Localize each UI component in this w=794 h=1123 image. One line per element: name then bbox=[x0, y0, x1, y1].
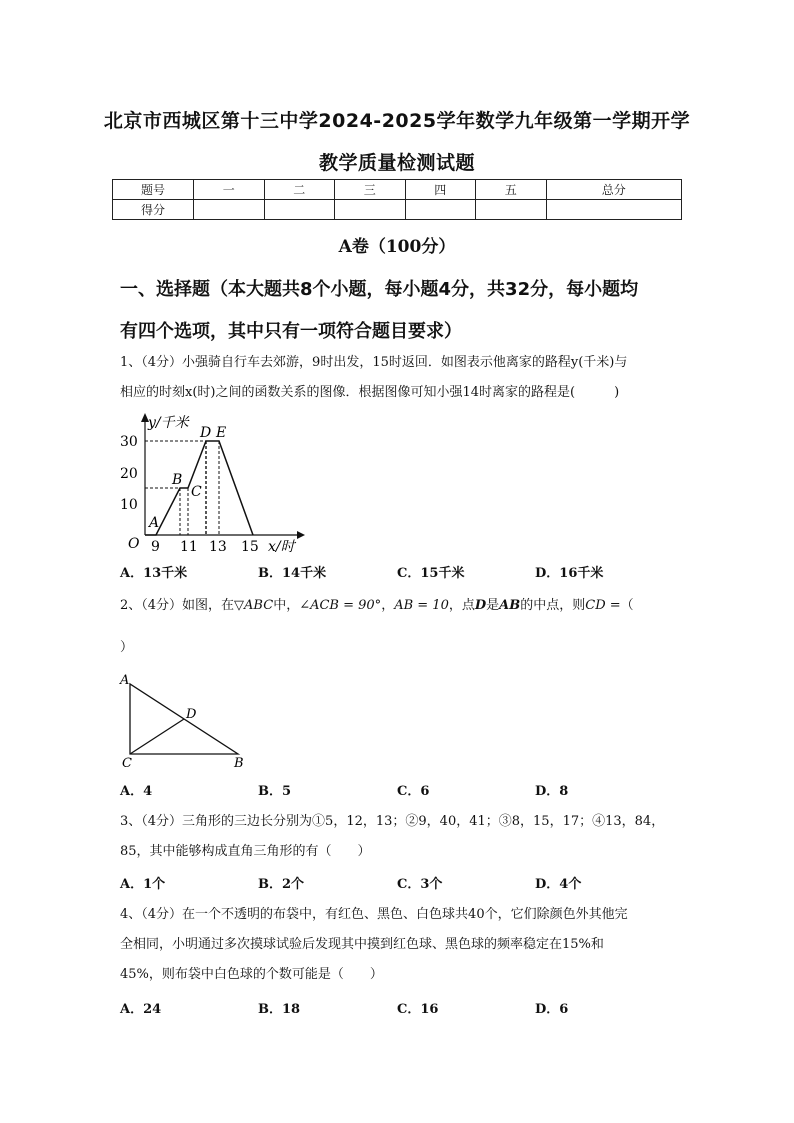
x-tick-label: 11 bbox=[180, 539, 198, 555]
q1-option-c[interactable]: C．15千米 bbox=[397, 566, 465, 581]
q2-text: 的中点，则 bbox=[520, 598, 586, 613]
q2-triangle-figure bbox=[112, 670, 262, 772]
q2-text: ， bbox=[381, 598, 395, 613]
score-header-cell: 五 bbox=[476, 180, 547, 200]
q4-option-b[interactable]: B．18 bbox=[258, 1002, 301, 1017]
q4-option-a[interactable]: A．24 bbox=[120, 1002, 162, 1017]
q2-triangle: ▽ABC bbox=[234, 598, 274, 613]
score-table-header-row bbox=[113, 180, 682, 200]
y-tick-label: 20 bbox=[120, 466, 138, 482]
q2-segment-ab: AB bbox=[499, 598, 521, 613]
origin-label: O bbox=[128, 536, 140, 552]
score-cell[interactable] bbox=[264, 200, 335, 220]
q2-angle: ∠ACB = 90° bbox=[299, 598, 382, 613]
y-axis-label: y/千米 bbox=[148, 415, 189, 431]
q3-option-a[interactable]: A．1个 bbox=[120, 877, 166, 892]
y-tick-label: 10 bbox=[120, 497, 138, 513]
point-label-d: D bbox=[200, 425, 212, 441]
q2-paren-open: （ bbox=[620, 598, 634, 613]
title-line-1: 北京市西城区第十三中学2024-2025学年数学九年级第一学期开学 bbox=[103, 110, 691, 132]
score-cell[interactable] bbox=[335, 200, 406, 220]
score-header-cell: 总分 bbox=[546, 180, 682, 200]
point-label-c: C bbox=[191, 484, 202, 500]
score-header-cell: 题号 bbox=[113, 180, 194, 200]
score-header-cell: 一 bbox=[194, 180, 265, 200]
q4-option-d[interactable]: D．6 bbox=[535, 1002, 569, 1017]
score-header-cell: 四 bbox=[405, 180, 476, 200]
q3-option-c[interactable]: C．3个 bbox=[397, 877, 443, 892]
q2-ab-length: AB = 10 bbox=[394, 598, 449, 613]
x-tick-label: 15 bbox=[241, 539, 259, 555]
vertex-label-d: D bbox=[186, 707, 197, 722]
q3-text-line-2: 85，其中能够构成直角三角形的有（ ） bbox=[120, 844, 371, 859]
q1-text-line-2: 相应的时刻x(时)之间的函数关系的图像．根据图像可知小强14时离家的路程是( ) bbox=[120, 385, 620, 400]
q2-option-a[interactable]: A．4 bbox=[120, 784, 153, 799]
score-cell[interactable] bbox=[546, 200, 682, 220]
y-tick-label: 30 bbox=[120, 434, 138, 450]
q2-text: 是 bbox=[486, 598, 500, 613]
vertex-label-c: C bbox=[122, 756, 132, 771]
q2-option-d[interactable]: D．8 bbox=[535, 784, 569, 799]
point-label-e: E bbox=[216, 425, 227, 441]
point-label-b: B bbox=[172, 472, 183, 488]
q3-option-d[interactable]: D．4个 bbox=[535, 877, 582, 892]
q3-text-line-1: 3、（4分）三角形的三边长分别为①5，12，13；②9，40，41；③8，15，17；④13，84， bbox=[120, 814, 665, 829]
score-row-label: 得分 bbox=[113, 200, 194, 220]
q1-distance-time-graph bbox=[112, 410, 312, 560]
q2-option-c[interactable]: C．6 bbox=[397, 784, 430, 799]
x-tick-label: 9 bbox=[151, 539, 160, 555]
q1-option-a[interactable]: A．13千米 bbox=[120, 566, 188, 581]
q2-text-line-1 bbox=[120, 596, 680, 616]
score-table bbox=[112, 179, 682, 220]
q2-text-line-2: ） bbox=[120, 640, 134, 655]
x-tick-label: 13 bbox=[209, 539, 227, 555]
volume-heading: A卷（100分） bbox=[338, 237, 456, 257]
q1-option-b[interactable]: B．14千米 bbox=[258, 566, 327, 581]
score-header-cell: 二 bbox=[264, 180, 335, 200]
x-axis-label: x/时 bbox=[268, 539, 295, 555]
q4-option-c[interactable]: C．16 bbox=[397, 1002, 439, 1017]
q2-text: ，点 bbox=[448, 598, 475, 613]
q2-cd: CD = bbox=[585, 598, 621, 613]
title-line-2: 教学质量检测试题 bbox=[318, 152, 475, 174]
vertex-label-b: B bbox=[234, 756, 244, 771]
section-heading-line-2: 有四个选项，其中只有一项符合题目要求） bbox=[120, 321, 462, 342]
score-header-cell: 三 bbox=[335, 180, 406, 200]
q4-text-line-3: 45%，则布袋中白色球的个数可能是（ ） bbox=[120, 967, 383, 982]
vertex-label-a: A bbox=[120, 673, 130, 688]
q2-option-b[interactable]: B．5 bbox=[258, 784, 292, 799]
segment-cd bbox=[130, 719, 184, 754]
q1-text-line-1: 1、（4分）小强骑自行车去郊游，9时出发，15时返回．如图表示他离家的路程y(千米)与 bbox=[120, 355, 628, 370]
score-table-score-row bbox=[113, 200, 682, 220]
q3-option-b[interactable]: B．2个 bbox=[258, 877, 305, 892]
score-cell[interactable] bbox=[476, 200, 547, 220]
q2-prefix: 2、（4分）如图，在 bbox=[120, 598, 235, 613]
q2-text: 中， bbox=[273, 598, 300, 613]
x-axis-arrow bbox=[297, 531, 305, 539]
q1-option-d[interactable]: D．16千米 bbox=[535, 566, 604, 581]
section-heading-line-1: 一、选择题（本大题共8个小题，每小题4分，共32分，每小题均 bbox=[120, 279, 639, 300]
q4-text-line-1: 4、（4分）在一个不透明的布袋中，有红色、黑色、白色球共40个，它们除颜色外其他完 bbox=[120, 907, 628, 922]
point-label-a: A bbox=[149, 515, 160, 531]
score-cell[interactable] bbox=[194, 200, 265, 220]
q4-text-line-2: 全相同，小明通过多次摸球试验后发现其中摸到红色球、黑色球的频率稳定在15%和 bbox=[120, 937, 604, 952]
score-cell[interactable] bbox=[405, 200, 476, 220]
q2-point-d: D bbox=[474, 598, 487, 613]
